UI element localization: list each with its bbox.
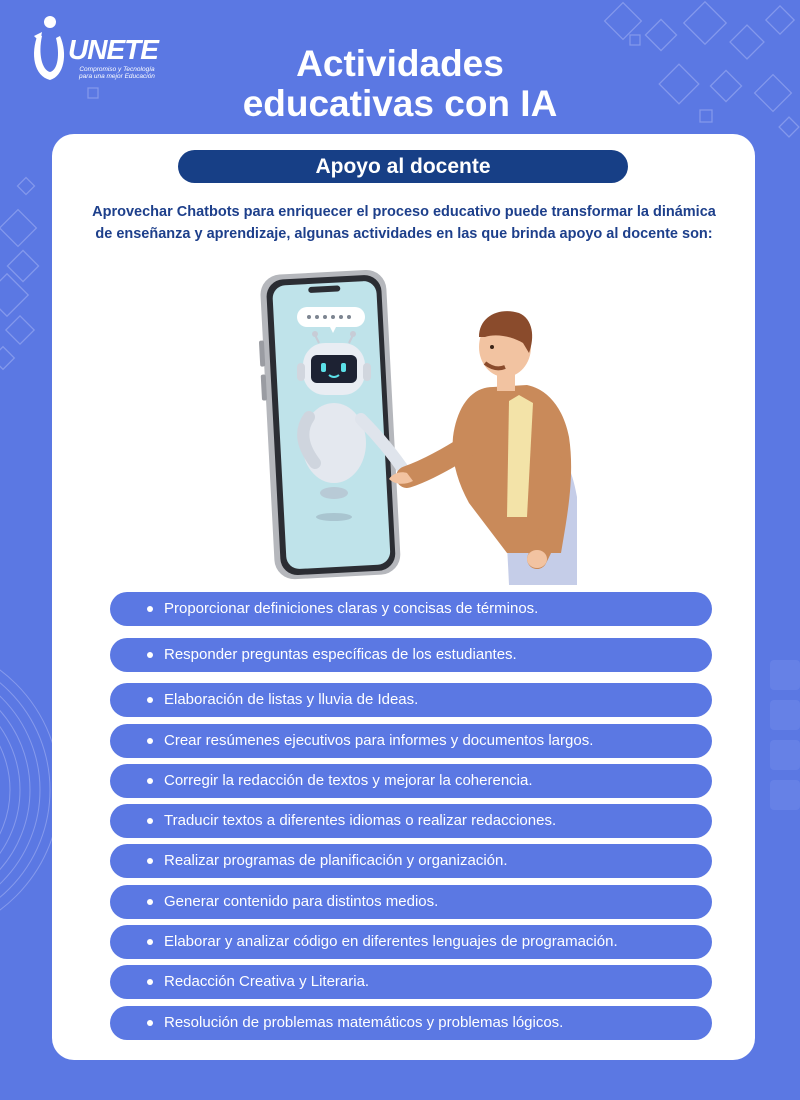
bullet-icon [147, 899, 153, 905]
list-item [110, 925, 712, 959]
chatbot-illustration [257, 267, 577, 585]
list-item-text: Resolución de problemas matemáticos y problemas lógicos. [164, 1014, 564, 1031]
section-title: Apoyo al docente [178, 150, 628, 183]
page-title-line1: Actividades [296, 43, 504, 84]
list-item-text: Corregir la redacción de textos y mejorar la coherencia. [164, 772, 533, 789]
list-item-text: Redacción Creativa y Literaria. [164, 973, 370, 990]
list-item [110, 638, 712, 672]
logo-wordmark: UNETE [68, 34, 158, 65]
list-item [110, 683, 712, 717]
bullet-icon [147, 979, 153, 985]
list-item-text: Realizar programas de planificación y organización. [164, 852, 508, 869]
bullet-icon [147, 1020, 153, 1026]
list-item [110, 724, 712, 758]
list-item [110, 764, 712, 798]
bullet-icon [147, 697, 153, 703]
list-item-text: Responder preguntas específicas de los estudiantes. [164, 646, 517, 663]
bullet-icon [147, 606, 153, 612]
list-item-text: Generar contenido para distintos medios. [164, 893, 439, 910]
bullet-icon [147, 738, 153, 744]
list-item-text: Crear resúmenes ejecutivos para informes y documentos largos. [164, 732, 594, 749]
list-item [110, 804, 712, 838]
bullet-icon [147, 939, 153, 945]
page-title [0, 44, 800, 124]
list-item-text: Proporcionar definiciones claras y concisas de términos. [164, 600, 539, 617]
list-item [110, 1006, 712, 1040]
list-item-text: Elaborar y analizar código en diferentes lenguajes de programación. [164, 933, 618, 950]
content-card [52, 134, 755, 1060]
intro-text: Aprovechar Chatbots para enriquecer el proceso educativo puede transformar la dinámica de enseñanza y aprendizaje, algunas actividades en las que brinda apoyo al docente son: [92, 204, 716, 242]
logo-tagline-line1: Compromiso y Tecnología [79, 66, 155, 73]
bullet-icon [147, 652, 153, 658]
bullet-icon [147, 858, 153, 864]
list-item-text: Traducir textos a diferentes idiomas o realizar redacciones. [164, 812, 557, 829]
list-item [110, 885, 712, 919]
list-item-text: Elaboración de listas y lluvia de Ideas. [164, 691, 419, 708]
list-item [110, 592, 712, 626]
logo-tagline-line2: para una mejor Educación [79, 73, 155, 80]
list-item [110, 844, 712, 878]
page-title-line2: educativas con IA [242, 83, 558, 124]
list-item [110, 965, 712, 999]
bullet-icon [147, 778, 153, 784]
bullet-icon [147, 818, 153, 824]
